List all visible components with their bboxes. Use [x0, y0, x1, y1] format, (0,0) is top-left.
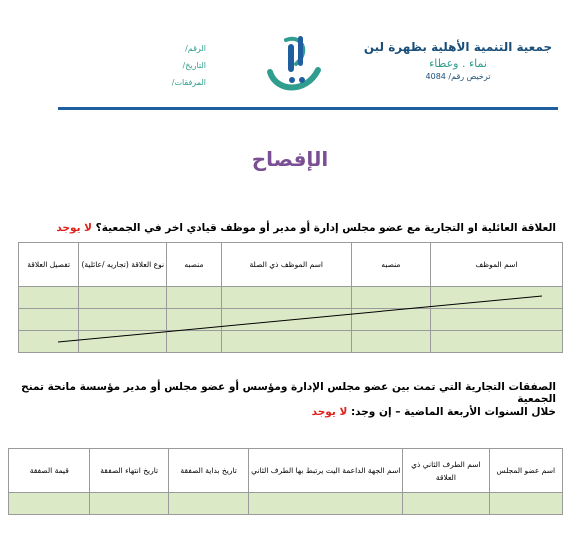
col-related-position: منصبه — [167, 243, 221, 287]
header-divider — [58, 107, 558, 110]
col-relation-details: تفصيل العلاقة — [19, 243, 79, 287]
table-row — [9, 493, 563, 515]
section2-question-line1: الصفقات التجارية التي تمت بين عضو مجلس الإدارة ومؤسس أو عضو مجلس أو مدير مؤسسة مانحة تمنح الجمعية — [21, 381, 556, 405]
table-row — [19, 287, 563, 309]
col-second-party: اسم الطرف الثاني ذي العلاقة — [403, 449, 489, 493]
meta-number-field: الرقم/ — [185, 44, 206, 53]
org-slogan: نماء . وعطاء — [429, 57, 487, 70]
meta-attachments-field: المرفقات/ — [171, 78, 206, 87]
table-header-row — [9, 449, 563, 493]
section1-question-text: العلاقة العائلية او التجارية مع عضو مجلس إدارة أو مدير أو موظف قيادي اخر في الجمعية؟ — [95, 222, 556, 234]
col-relation-type: نوع العلاقة (تجاريه /عائلية) — [79, 243, 167, 287]
meta-date-field: التاريخ/ — [182, 61, 206, 70]
col-supporting-entity: اسم الجهة الداعمة اليت يرتبط بها الطرف الثاني — [249, 449, 403, 493]
section1-answer: لا يوجد — [56, 222, 92, 234]
org-license: ترخيص رقم/ 4084 — [425, 72, 491, 81]
organization-logo — [262, 30, 324, 98]
col-deal-end-date: تاريخ انتهاء الصفقة — [90, 449, 168, 493]
table-row — [19, 331, 563, 353]
col-deal-start-date: تاريخ بداية الصفقة — [168, 449, 248, 493]
section2-question-text: خلال السنوات الأربعة الماضية – إن وجد: — [350, 406, 556, 418]
org-name: جمعية التنمية الأهلية بظهرة لبن — [363, 40, 553, 54]
section2-answer: لا يوجد — [311, 406, 348, 418]
col-board-member: اسم عضو المجلس — [489, 449, 562, 493]
page-title: الإفصاح — [251, 147, 329, 171]
col-employee-name: اسم الموظف — [430, 243, 562, 287]
col-deal-value: قيمة الصفقة — [9, 449, 90, 493]
col-position: منصبه — [351, 243, 430, 287]
section2-question-line2 — [16, 406, 556, 418]
section1-question — [36, 222, 556, 234]
relations-table — [18, 242, 563, 353]
table-header-row — [19, 243, 563, 287]
transactions-table — [8, 448, 563, 515]
table-row — [19, 309, 563, 331]
col-related-employee: اسم الموظف ذي الصلة — [221, 243, 351, 287]
